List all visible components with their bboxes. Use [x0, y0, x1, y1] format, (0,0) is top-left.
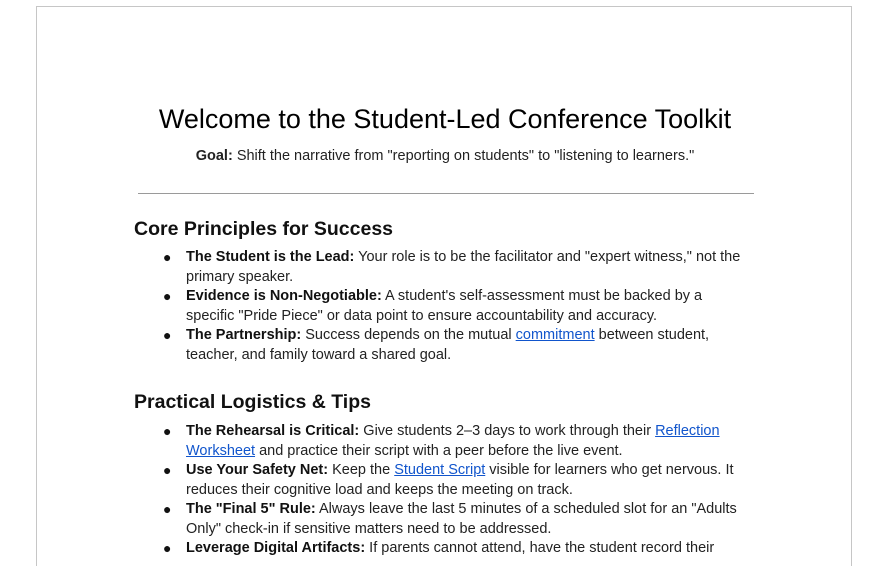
horizontal-divider: [138, 193, 754, 194]
item-text: Keep the: [328, 462, 395, 478]
document-page: [36, 6, 852, 566]
item-text-after: visible for learners who get nervous. It reduces their cognitive load and keeps the meeting on track.: [186, 462, 734, 498]
item-label: The Partnership:: [186, 327, 302, 343]
list-item: [134, 500, 754, 539]
item-text: Always leave the last 5 minutes of a scheduled slot for an "Adults Only" check-in if sensitive matters need to be addressed.: [186, 501, 737, 537]
section-heading-core-principles: Core Principles for Success: [134, 218, 394, 240]
item-text: Your role is to be the facilitator and "expert witness," not the primary speaker.: [186, 249, 741, 285]
bullet-icon: ●: [163, 462, 172, 478]
practical-logistics-list: [134, 422, 754, 559]
item-text-after: between student, teacher, and family toward a shared goal.: [186, 327, 710, 363]
item-text: Give students 2–3 days to work through their: [359, 423, 656, 439]
list-item: [134, 461, 754, 500]
item-label: The "Final 5" Rule:: [186, 501, 316, 517]
list-item: [134, 539, 754, 559]
item-label: The Student is the Lead:: [186, 249, 355, 265]
list-item: [134, 326, 754, 365]
core-principles-list: [134, 248, 754, 365]
document-title: Welcome to the Student-Led Conference Toolkit: [158, 104, 732, 134]
goal-label: Goal:: [195, 148, 233, 164]
bullet-icon: ●: [163, 288, 172, 304]
list-item: [134, 248, 754, 287]
reflection-worksheet-link[interactable]: Reflection Worksheet: [186, 423, 720, 459]
item-text: If parents cannot attend, have the student record their: [365, 540, 715, 556]
bullet-icon: ●: [163, 540, 172, 556]
item-text: Success depends on the mutual: [301, 327, 516, 343]
item-text-after: and practice their script with a peer before the live event.: [255, 442, 623, 459]
list-item: [134, 422, 754, 461]
list-item: [134, 287, 754, 326]
item-label: The Rehearsal is Critical:: [186, 423, 360, 439]
goal-text: Shift the narrative from "reporting on students" to "listening to learners.": [232, 148, 695, 164]
student-script-link[interactable]: Student Script: [394, 462, 486, 478]
bullet-icon: ●: [163, 249, 172, 265]
item-label: Leverage Digital Artifacts:: [186, 540, 366, 556]
item-text: A student's self-assessment must be backed by a specific "Pride Piece" or data point to ensure accountability and accuracy.: [186, 288, 703, 324]
bullet-icon: ●: [163, 501, 172, 517]
bullet-icon: ●: [163, 423, 172, 439]
section-heading-practical-logistics: Practical Logistics & Tips: [134, 391, 371, 413]
commitment-link[interactable]: commitment: [515, 327, 595, 343]
item-label: Evidence is Non-Negotiable:: [186, 288, 382, 304]
goal-statement: [37, 147, 853, 165]
bullet-icon: ●: [163, 327, 172, 343]
item-label: Use Your Safety Net:: [186, 462, 329, 478]
